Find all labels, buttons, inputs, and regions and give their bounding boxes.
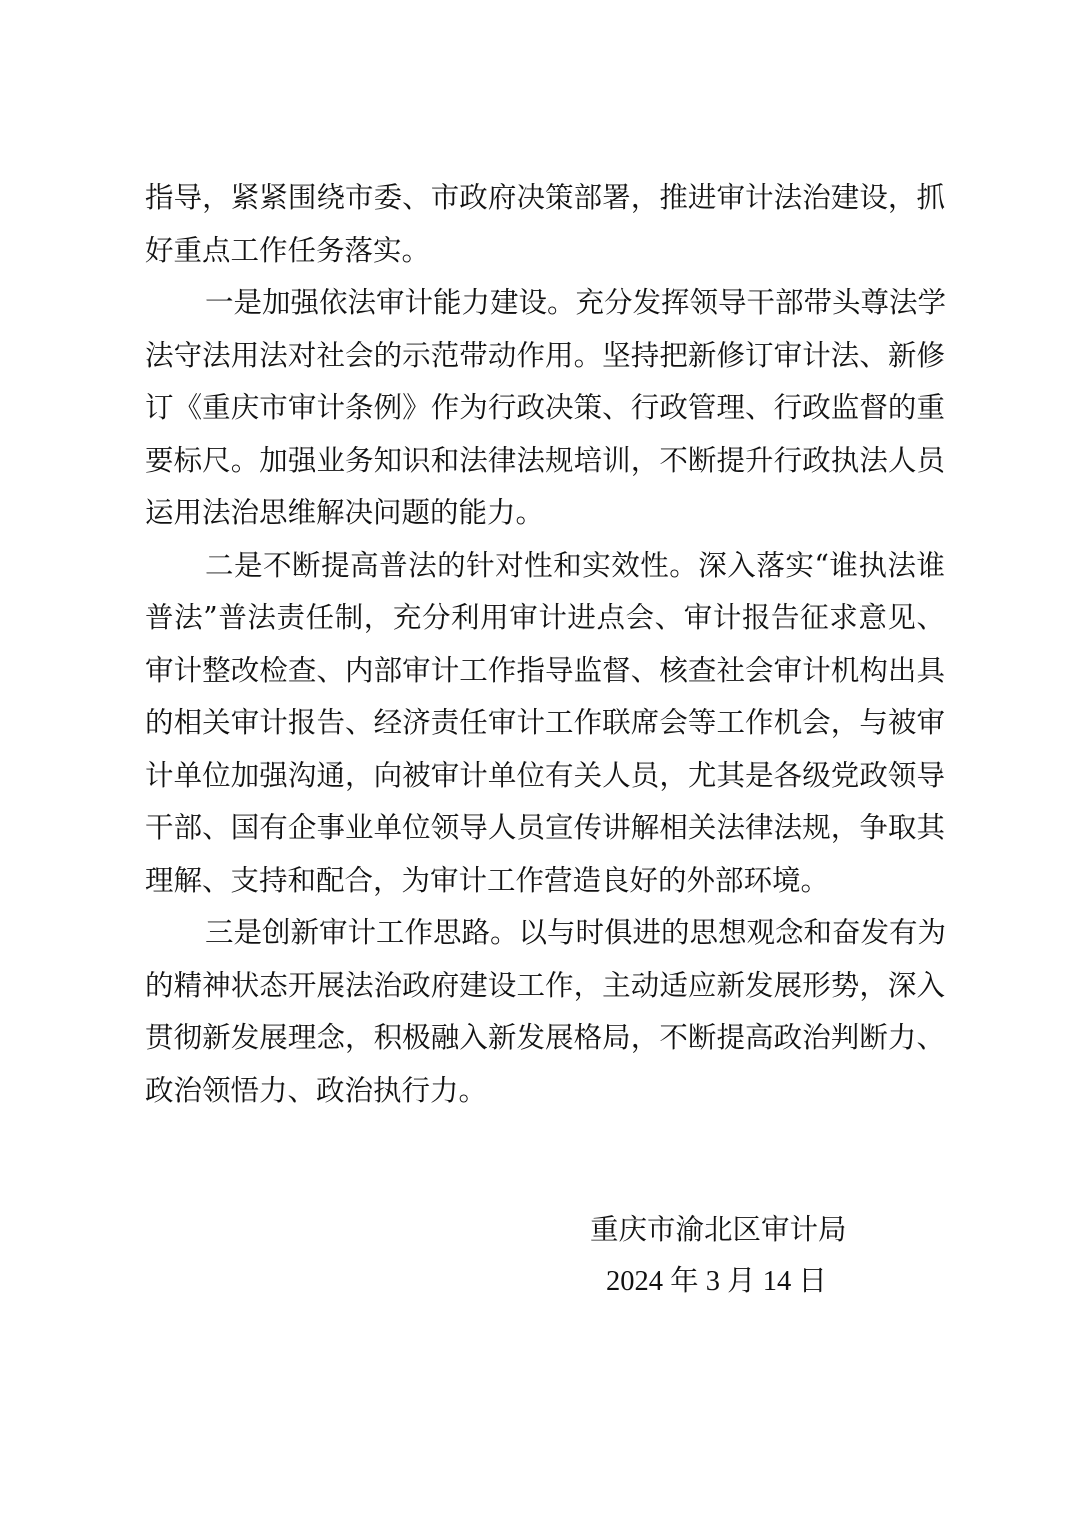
document-body [145, 172, 945, 1117]
paragraph-line: 政治领悟力、政治执行力。 [145, 1073, 488, 1107]
paragraph-line: 订《重庆市审计条例》作为行政决策、行政管理、行政监督的重 [145, 391, 945, 424]
paragraph-line: 干部、国有企事业单位领导人员宣传讲解相关法律法规，争取其 [145, 811, 945, 844]
paragraph-line: 的相关审计报告、经济责任审计工作联席会等工作机会，与被审 [145, 706, 945, 739]
signature-date: 2024 年 3 月 14 日 [606, 1266, 827, 1297]
paragraph-line: 普法”普法责任制，充分利用审计进点会、审计报告征求意见、 [145, 601, 945, 634]
paragraph-line: 贯彻新发展理念，积极融入新发展格局，不断提高政治判断力、 [145, 1021, 945, 1054]
paragraph [145, 540, 945, 908]
paragraph-line: 指导，紧紧围绕市委、市政府决策部署，推进审计法治建设，抓 [145, 181, 945, 214]
paragraph-line: 计单位加强沟通，向被审计单位有关人员，尤其是各级党政领导 [145, 758, 945, 792]
paragraph [145, 907, 945, 1117]
paragraph-line: 运用法治思维解决问题的能力。 [145, 496, 545, 529]
signature-block [590, 1204, 890, 1308]
paragraph-line: 二是不断提高普法的针对性和实效性。深入落实“谁执法谁 [205, 548, 945, 582]
paragraph [145, 277, 945, 540]
paragraph-line: 理解、支持和配合，为审计工作营造良好的外部环境。 [145, 863, 830, 897]
signature-organization: 重庆市渝北区审计局 [590, 1213, 847, 1246]
paragraph-line: 三是创新审计工作思路。以与时俱进的思想观念和奋发有为 [205, 916, 947, 949]
paragraph [145, 172, 945, 277]
paragraph-line: 法守法用法对社会的示范带动作用。坚持把新修订审计法、新修 [145, 338, 945, 372]
paragraph-line: 审计整改检查、内部审计工作指导监督、核查社会审计机构出具 [145, 653, 945, 687]
paragraph-line: 一是加强依法审计能力建设。充分发挥领导干部带头尊法学 [205, 286, 947, 319]
paragraph-line: 要标尺。加强业务知识和法律法规培训，不断提升行政执法人员 [145, 443, 945, 477]
paragraph-line: 的精神状态开展法治政府建设工作，主动适应新发展形势，深入 [145, 968, 945, 1002]
paragraph-line: 好重点工作任务落实。 [145, 233, 431, 267]
